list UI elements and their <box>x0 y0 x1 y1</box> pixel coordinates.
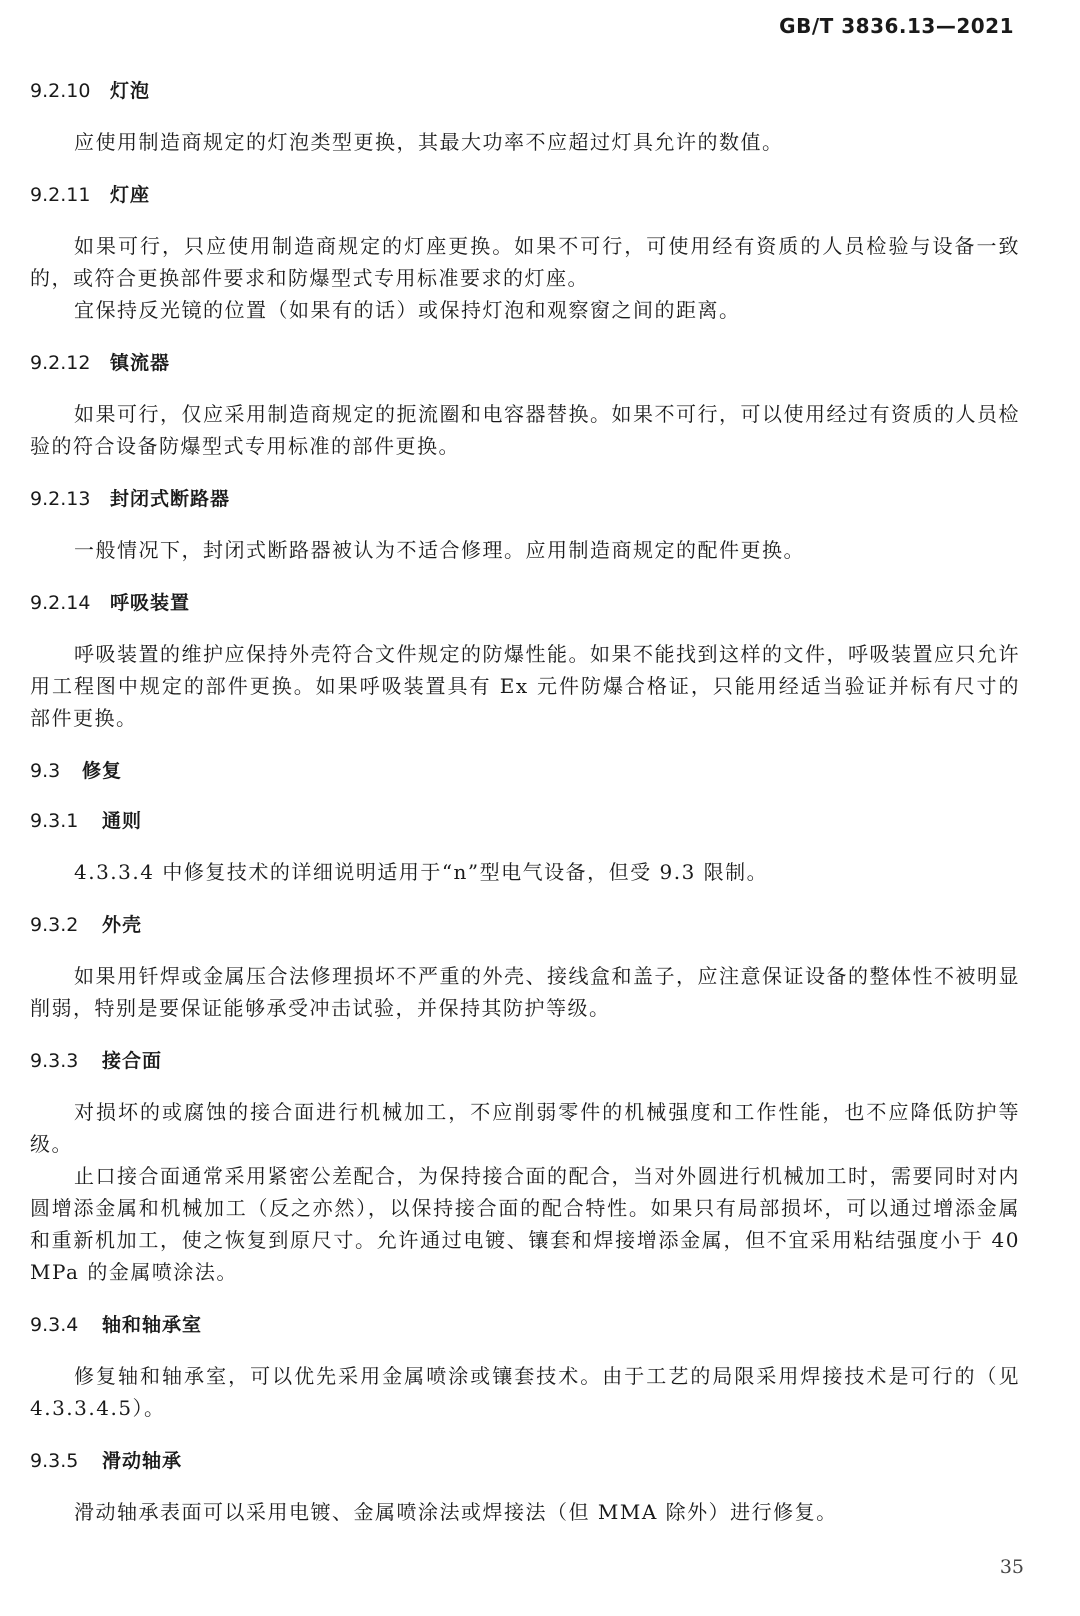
paragraph: 滑动轴承表面可以采用电镀、金属喷涂法或焊接法（但 MMA 除外）进行修复。 <box>74 1500 838 1524</box>
section-heading-9-2-14 <box>30 590 1020 616</box>
section-heading-9-3-2 <box>30 912 1020 938</box>
section-title: 滑动轴承 <box>102 1450 183 1472</box>
section-number: 9.2.10 <box>30 80 91 102</box>
section-title: 镇流器 <box>110 352 171 374</box>
paragraph: 一般情况下，封闭式断路器被认为不适合修理。应用制造商规定的配件更换。 <box>74 538 805 562</box>
paragraph: 应使用制造商规定的灯泡类型更换，其最大功率不应超过灯具允许的数值。 <box>74 130 784 154</box>
section-title: 通则 <box>102 810 143 832</box>
section-heading-9-2-11 <box>30 182 1020 208</box>
section-heading-9-2-10 <box>30 78 1020 104</box>
section-title: 灯座 <box>110 184 151 206</box>
section-title: 封闭式断路器 <box>110 488 231 510</box>
section-title: 外壳 <box>102 914 143 936</box>
standard-code: GB/T 3836.13—2021 <box>779 14 1014 38</box>
section-heading-9-3-1 <box>30 808 1020 834</box>
paragraph: 止口接合面通常采用紧密公差配合，为保持接合面的配合，当对外圆进行机械加工时，需要同时对内圆增添金属和机械加工（反之亦然），以保持接合面的配合特性。如果只有局部损坏，可以通过增添金属和重新机加工，使之恢复到原尺寸。允许通过电镀、镶套和焊接增添金属，但不宜采用粘结强度小于 40 MPa 的金属喷涂法。 <box>30 1164 1020 1284</box>
document-body <box>30 78 1020 1528</box>
section-number: 9.2.11 <box>30 184 91 206</box>
paragraph: 宜保持反光镜的位置（如果有的话）或保持灯泡和观察窗之间的距离。 <box>74 298 741 322</box>
section-number: 9.2.13 <box>30 488 91 510</box>
section-heading-9-3 <box>30 758 1020 784</box>
section-heading-9-2-12 <box>30 350 1020 376</box>
section-heading-9-3-5 <box>30 1448 1020 1474</box>
section-number: 9.3 <box>30 760 61 782</box>
section-number: 9.3.5 <box>30 1450 79 1472</box>
section-heading-9-3-4 <box>30 1312 1020 1338</box>
section-heading-9-3-3 <box>30 1048 1020 1074</box>
paragraph: 对损坏的或腐蚀的接合面进行机械加工，不应削弱零件的机械强度和工作性能，也不应降低防护等级。 <box>30 1100 1020 1156</box>
section-number: 9.3.2 <box>30 914 79 936</box>
section-title: 修复 <box>82 760 123 782</box>
section-number: 9.3.3 <box>30 1050 79 1072</box>
section-number: 9.2.12 <box>30 352 91 374</box>
section-title: 轴和轴承室 <box>102 1314 203 1336</box>
section-title: 接合面 <box>102 1050 163 1072</box>
paragraph: 如果可行，仅应采用制造商规定的扼流圈和电容器替换。如果不可行，可以使用经过有资质的人员检验的符合设备防爆型式专用标准的部件更换。 <box>30 402 1020 458</box>
section-heading-9-2-13 <box>30 486 1020 512</box>
section-number: 9.3.4 <box>30 1314 79 1336</box>
section-number: 9.3.1 <box>30 810 79 832</box>
paragraph: 4.3.3.4 中修复技术的详细说明适用于“n”型电气设备，但受 9.3 限制。 <box>74 860 769 884</box>
paragraph: 呼吸装置的维护应保持外壳符合文件规定的防爆性能。如果不能找到这样的文件，呼吸装置应只允许用工程图中规定的部件更换。如果呼吸装置具有 Ex 元件防爆合格证，只能用经适当验证并标有尺寸的部件更换。 <box>30 642 1020 730</box>
section-number: 9.2.14 <box>30 592 91 614</box>
paragraph: 如果可行，只应使用制造商规定的灯座更换。如果不可行，可使用经有资质的人员检验与设备一致的，或符合更换部件要求和防爆型式专用标准要求的灯座。 <box>30 234 1020 290</box>
section-title: 灯泡 <box>110 80 151 102</box>
section-title: 呼吸装置 <box>110 592 191 614</box>
paragraph: 修复轴和轴承室，可以优先采用金属喷涂或镶套技术。由于工艺的局限采用焊接技术是可行的（见 4.3.3.4.5）。 <box>30 1364 1020 1420</box>
paragraph: 如果用钎焊或金属压合法修理损坏不严重的外壳、接线盒和盖子，应注意保证设备的整体性不被明显削弱，特别是要保证能够承受冲击试验，并保持其防护等级。 <box>30 964 1020 1020</box>
page-number: 35 <box>999 1556 1024 1578</box>
